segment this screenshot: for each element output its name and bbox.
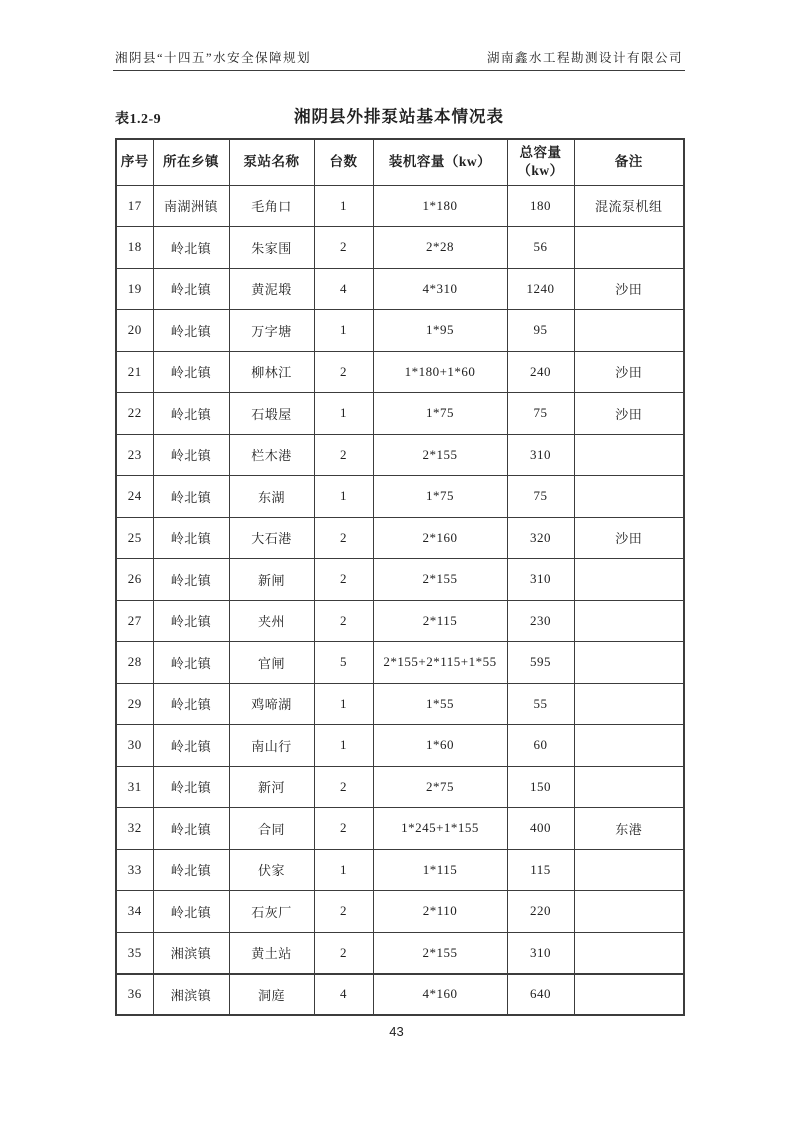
table-cell: 岭北镇	[153, 766, 229, 808]
table-cell: 岭北镇	[153, 227, 229, 269]
table-cell: 1	[314, 725, 373, 767]
table-cell	[574, 766, 684, 808]
table-cell: 东湖	[229, 476, 314, 518]
table-cell: 34	[116, 891, 153, 933]
table-cell: 石灰厂	[229, 891, 314, 933]
table-cell: 2	[314, 600, 373, 642]
table-cell: 27	[116, 600, 153, 642]
table-cell: 岭北镇	[153, 310, 229, 352]
table-cell: 2*155	[373, 434, 507, 476]
table-cell: 1*60	[373, 725, 507, 767]
table-row	[116, 310, 684, 352]
table-cell: 35	[116, 932, 153, 974]
pump-stations-table	[115, 138, 685, 1016]
table-cell: 1240	[507, 268, 574, 310]
table-cell: 2*160	[373, 517, 507, 559]
table-cell: 310	[507, 559, 574, 601]
table-cell: 万字塘	[229, 310, 314, 352]
header-right-text: 湖南鑫水工程勘测设计有限公司	[486, 51, 683, 65]
table-cell: 56	[507, 227, 574, 269]
table-cell: 2	[314, 932, 373, 974]
table-cell: 南山行	[229, 725, 314, 767]
table-cell: 岭北镇	[153, 600, 229, 642]
table-cell: 柳林江	[229, 351, 314, 393]
table-cell: 17	[116, 185, 153, 227]
table-cell: 1*75	[373, 476, 507, 518]
table-cell: 伏家	[229, 849, 314, 891]
table-cell: 官闸	[229, 642, 314, 684]
table-cell: 湘滨镇	[153, 974, 229, 1016]
table-cell: 沙田	[574, 517, 684, 559]
table-cell: 4*310	[373, 268, 507, 310]
table-cell: 28	[116, 642, 153, 684]
table-cell: 320	[507, 517, 574, 559]
table-cell: 230	[507, 600, 574, 642]
table-cell	[574, 932, 684, 974]
table-cell: 1	[314, 310, 373, 352]
table-cell: 180	[507, 185, 574, 227]
table-cell: 岭北镇	[153, 268, 229, 310]
table-cell: 混流泵机组	[574, 185, 684, 227]
table-cell: 南湖洲镇	[153, 185, 229, 227]
table-row	[116, 766, 684, 808]
table-cell: 朱家围	[229, 227, 314, 269]
table-cell: 石塅屋	[229, 393, 314, 435]
table-cell: 24	[116, 476, 153, 518]
table-cell	[574, 476, 684, 518]
table-cell: 1*245+1*155	[373, 808, 507, 850]
table-cell: 1*75	[373, 393, 507, 435]
table-cell: 岭北镇	[153, 559, 229, 601]
table-cell: 毛角口	[229, 185, 314, 227]
table-cell: 115	[507, 849, 574, 891]
table-cell: 洞庭	[229, 974, 314, 1016]
table-body	[116, 185, 684, 1015]
table-cell: 595	[507, 642, 574, 684]
table-cell: 1	[314, 185, 373, 227]
table-cell: 1*55	[373, 683, 507, 725]
table-cell: 2*75	[373, 766, 507, 808]
table-label: 表1.2-9	[115, 112, 162, 127]
table-cell: 400	[507, 808, 574, 850]
table-cell: 1	[314, 683, 373, 725]
table-cell: 4*160	[373, 974, 507, 1016]
table-cell: 5	[314, 642, 373, 684]
table-cell: 夹州	[229, 600, 314, 642]
table-cell: 岭北镇	[153, 849, 229, 891]
table-row	[116, 434, 684, 476]
table-cell: 合同	[229, 808, 314, 850]
column-header-5: 总容量（kw）	[507, 139, 574, 185]
table-cell: 55	[507, 683, 574, 725]
table-cell: 2*155+2*115+1*55	[373, 642, 507, 684]
table-cell: 1*180	[373, 185, 507, 227]
table-cell	[574, 310, 684, 352]
table-cell: 36	[116, 974, 153, 1016]
table-row	[116, 517, 684, 559]
table-row	[116, 891, 684, 933]
table-row	[116, 476, 684, 518]
header-row	[116, 139, 684, 185]
table-cell	[574, 642, 684, 684]
table-cell	[574, 849, 684, 891]
column-header-4: 装机容量（kw）	[373, 139, 507, 185]
table-cell: 1	[314, 476, 373, 518]
table-cell: 新闸	[229, 559, 314, 601]
table-cell: 20	[116, 310, 153, 352]
table-cell	[574, 559, 684, 601]
table-row	[116, 227, 684, 269]
table-cell: 岭北镇	[153, 683, 229, 725]
table-cell: 95	[507, 310, 574, 352]
table-cell: 26	[116, 559, 153, 601]
table-cell: 1*95	[373, 310, 507, 352]
column-header-0: 序号	[116, 139, 153, 185]
table-cell: 岭北镇	[153, 351, 229, 393]
table-cell: 2	[314, 891, 373, 933]
table-cell: 黄土站	[229, 932, 314, 974]
table-row	[116, 849, 684, 891]
table-cell: 1*115	[373, 849, 507, 891]
table-cell: 2*155	[373, 932, 507, 974]
table-cell: 岭北镇	[153, 808, 229, 850]
table-cell	[574, 725, 684, 767]
table-cell: 22	[116, 393, 153, 435]
column-header-6: 备注	[574, 139, 684, 185]
table-cell	[574, 227, 684, 269]
table-cell: 沙田	[574, 393, 684, 435]
table-cell: 黄泥塅	[229, 268, 314, 310]
table-cell: 1*180+1*60	[373, 351, 507, 393]
table-head	[116, 139, 684, 185]
table-cell: 32	[116, 808, 153, 850]
column-header-3: 台数	[314, 139, 373, 185]
table-cell: 2	[314, 766, 373, 808]
table-cell: 岭北镇	[153, 393, 229, 435]
table-cell: 1	[314, 849, 373, 891]
table-cell: 75	[507, 393, 574, 435]
table-row	[116, 642, 684, 684]
table-title: 湘阴县外排泵站基本情况表	[294, 108, 504, 126]
table-cell: 岭北镇	[153, 891, 229, 933]
table-cell: 19	[116, 268, 153, 310]
table-cell: 640	[507, 974, 574, 1016]
table-row	[116, 268, 684, 310]
table-cell: 岭北镇	[153, 725, 229, 767]
table-cell: 4	[314, 268, 373, 310]
table-cell: 220	[507, 891, 574, 933]
table-cell: 310	[507, 932, 574, 974]
table-cell: 岭北镇	[153, 642, 229, 684]
table-cell: 岭北镇	[153, 434, 229, 476]
table-cell: 2	[314, 227, 373, 269]
column-header-1: 所在乡镇	[153, 139, 229, 185]
table-cell: 2*28	[373, 227, 507, 269]
table-cell: 30	[116, 725, 153, 767]
table-cell: 310	[507, 434, 574, 476]
table-cell	[574, 600, 684, 642]
table-cell: 18	[116, 227, 153, 269]
table-cell: 33	[116, 849, 153, 891]
table-cell: 31	[116, 766, 153, 808]
table-cell: 2	[314, 559, 373, 601]
header-left-text: 湘阴县“十四五”水安全保障规划	[115, 51, 312, 65]
running-header	[115, 48, 683, 66]
table-cell: 75	[507, 476, 574, 518]
table-cell: 岭北镇	[153, 517, 229, 559]
table-cell: 东港	[574, 808, 684, 850]
table-cell: 新河	[229, 766, 314, 808]
table-cell	[574, 683, 684, 725]
table-cell: 240	[507, 351, 574, 393]
table-caption-row	[115, 104, 683, 130]
table-cell: 2	[314, 434, 373, 476]
table-row	[116, 185, 684, 227]
header-rule	[113, 70, 685, 71]
table-row	[116, 393, 684, 435]
table-cell: 2*110	[373, 891, 507, 933]
table-cell: 4	[314, 974, 373, 1016]
table-cell: 1	[314, 393, 373, 435]
table-cell: 2	[314, 517, 373, 559]
table-cell	[574, 974, 684, 1016]
table-cell: 2	[314, 351, 373, 393]
table-cell: 大石港	[229, 517, 314, 559]
table-cell: 29	[116, 683, 153, 725]
table-cell: 150	[507, 766, 574, 808]
table-row	[116, 351, 684, 393]
table-cell: 2*155	[373, 559, 507, 601]
table-row	[116, 932, 684, 974]
table-row	[116, 559, 684, 601]
table-row	[116, 600, 684, 642]
table-cell: 岭北镇	[153, 476, 229, 518]
page-number: 43	[389, 1024, 404, 1039]
table-row	[116, 725, 684, 767]
table-cell: 2*115	[373, 600, 507, 642]
table-cell: 23	[116, 434, 153, 476]
table-cell	[574, 434, 684, 476]
table-row	[116, 683, 684, 725]
table-cell	[574, 891, 684, 933]
table-cell: 25	[116, 517, 153, 559]
table-cell: 湘滨镇	[153, 932, 229, 974]
column-header-2: 泵站名称	[229, 139, 314, 185]
table-cell: 鸡啼湖	[229, 683, 314, 725]
table-cell: 60	[507, 725, 574, 767]
table-row	[116, 974, 684, 1016]
table-cell: 沙田	[574, 268, 684, 310]
table-cell: 沙田	[574, 351, 684, 393]
table-cell: 栏木港	[229, 434, 314, 476]
table-cell: 2	[314, 808, 373, 850]
table-row	[116, 808, 684, 850]
table-cell: 21	[116, 351, 153, 393]
